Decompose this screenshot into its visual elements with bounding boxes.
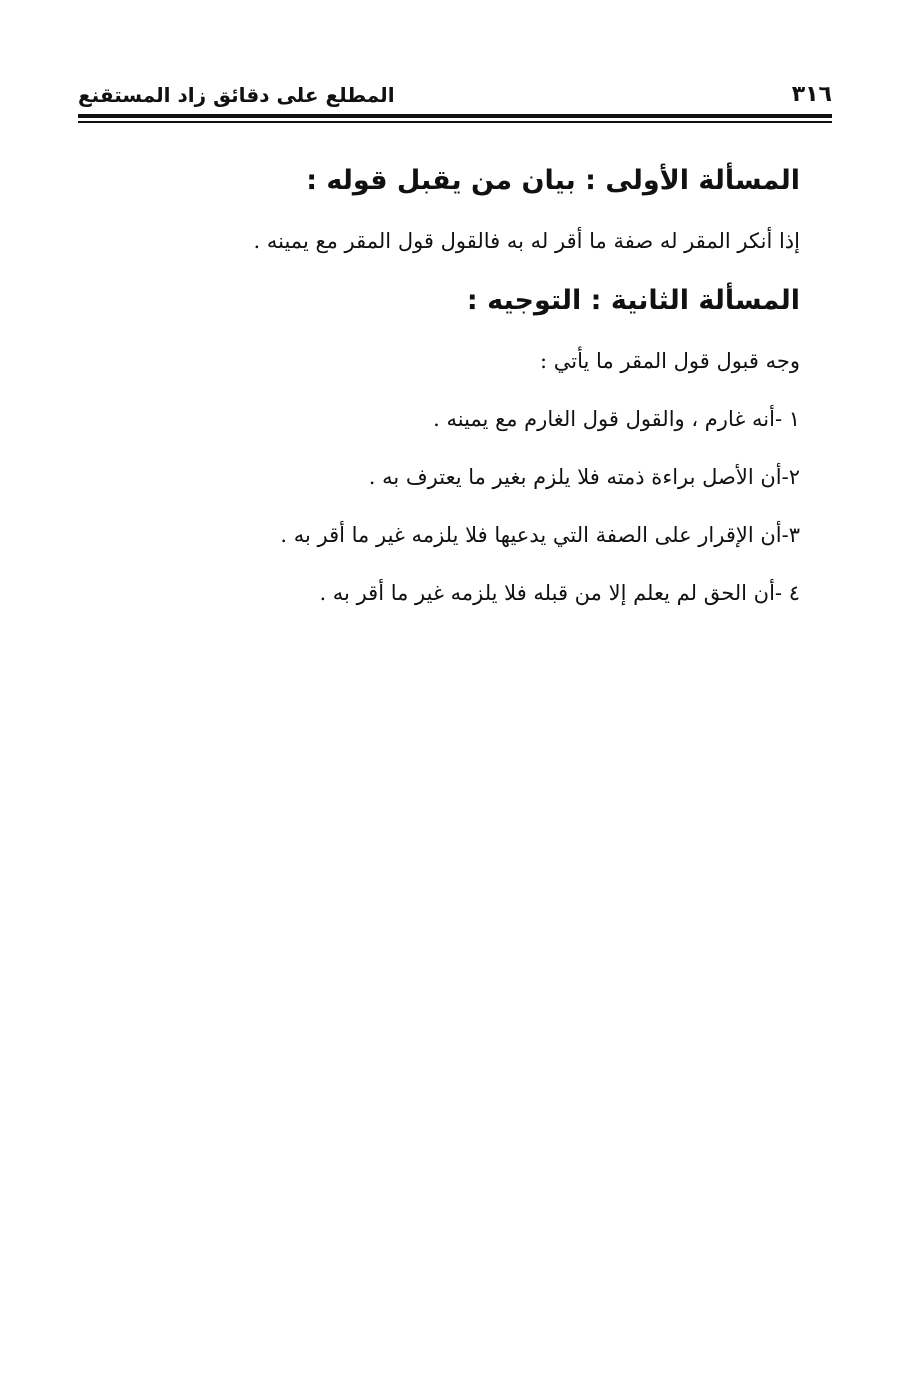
running-title: المطلع على دقائق زاد المستقنع	[78, 83, 395, 107]
list-item: ٣-أن الإقرار على الصفة التي يدعيها فلا يلزمه غير ما أقر به .	[280, 523, 800, 547]
section2-intro: وجه قبول قول المقر ما يأتي :	[540, 349, 800, 373]
header-rule-thick	[78, 114, 832, 118]
page-content	[120, 150, 800, 622]
list-item: ٤ -أن الحق لم يعلم إلا من قبله فلا يلزمه غير ما أقر به .	[319, 581, 800, 605]
section1-heading: المسألة الأولى : بيان من يقبل قوله :	[306, 165, 800, 196]
page-number: ٣١٦	[791, 82, 832, 107]
section1-body: إذا أنكر المقر له صفة ما أقر له به فالقول قول المقر مع يمينه .	[253, 229, 800, 253]
section2-heading: المسألة الثانية : التوجيه :	[466, 285, 800, 316]
page-header	[78, 78, 832, 114]
list-item: ٢-أن الأصل براءة ذمته فلا يلزم بغير ما يعترف به .	[368, 465, 800, 489]
list-item: ١ -أنه غارم ، والقول قول الغارم مع يمينه .	[433, 407, 800, 431]
header-rule-thin	[78, 121, 832, 123]
